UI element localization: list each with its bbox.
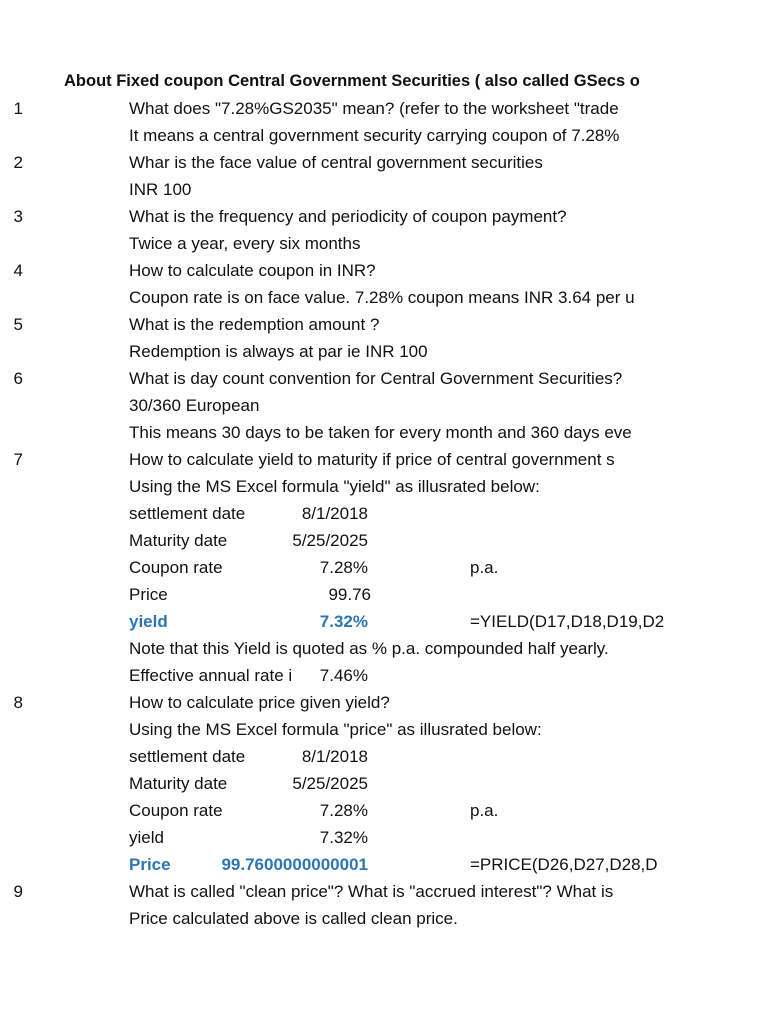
question-number: 4 xyxy=(13,261,23,280)
question-row-6 xyxy=(0,369,664,396)
price-yield-row xyxy=(0,828,664,855)
question-number: 2 xyxy=(13,153,23,172)
yield-note-row xyxy=(0,639,664,666)
effective-rate-label: Effective annual rate i xyxy=(129,666,293,685)
yield-result-row xyxy=(0,612,664,639)
intro-text: Using the MS Excel formula "price" as illusrated below: xyxy=(129,720,542,739)
yield-price-row xyxy=(0,585,664,612)
price-value: 99.76 xyxy=(328,585,371,604)
question-number: 8 xyxy=(13,693,23,712)
page-title: About Fixed coupon Central Government Securities ( also called GSecs o xyxy=(64,72,640,90)
coupon-label: Coupon rate xyxy=(129,801,223,820)
answer-text: Price calculated above is called clean price. xyxy=(129,909,458,928)
settlement-value: 8/1/2018 xyxy=(301,747,368,766)
answer-row-5 xyxy=(0,342,664,369)
question-text: How to calculate coupon in INR? xyxy=(129,261,376,280)
question-number: 7 xyxy=(13,450,23,469)
answer-text: Coupon rate is on face value. 7.28% coupon means INR 3.64 per u xyxy=(129,288,635,307)
yield-maturity-row xyxy=(0,531,664,558)
answer-row-6b xyxy=(0,423,664,450)
question-row-7 xyxy=(0,450,664,477)
price-label: Price xyxy=(129,585,168,604)
question-text: What is day count convention for Central Government Securities? xyxy=(129,369,623,388)
coupon-suffix: p.a. xyxy=(470,558,499,577)
yield-settlement-row xyxy=(0,504,664,531)
price-label: Price xyxy=(129,855,171,874)
effective-rate-row xyxy=(0,666,664,693)
settlement-label: settlement date xyxy=(129,504,246,523)
question-row-8 xyxy=(0,693,664,720)
coupon-suffix: p.a. xyxy=(470,801,499,820)
answer-text: It means a central government security carrying coupon of 7.28% xyxy=(129,126,620,145)
settlement-value: 8/1/2018 xyxy=(301,504,368,523)
question-number: 1 xyxy=(13,99,23,118)
answer-row-1 xyxy=(0,126,664,153)
answer-row-6 xyxy=(0,396,664,423)
question-text: What does "7.28%GS2035" mean? (refer to the worksheet "trade xyxy=(129,99,619,118)
note-text: Note that this Yield is quoted as % p.a. compounded half yearly. xyxy=(129,639,609,658)
question-number: 9 xyxy=(13,882,23,901)
question-text: What is called "clean price"? What is "accrued interest"? What is xyxy=(129,882,614,901)
coupon-value: 7.28% xyxy=(319,558,368,577)
question-text: How to calculate yield to maturity if price of central government s xyxy=(129,450,615,469)
coupon-value: 7.28% xyxy=(319,801,368,820)
question-row-2 xyxy=(0,153,664,180)
answer-row-4 xyxy=(0,288,664,315)
answer-row-9 xyxy=(0,909,664,936)
price-maturity-row xyxy=(0,774,664,801)
price-formula: =PRICE(D26,D27,D28,D xyxy=(470,855,658,874)
maturity-value: 5/25/2025 xyxy=(292,531,368,550)
price-result-row xyxy=(0,855,664,882)
answer-row-2 xyxy=(0,180,664,207)
price-value: 99.7600000000001 xyxy=(221,855,368,874)
answer-text: 30/360 European xyxy=(129,396,260,415)
maturity-value: 5/25/2025 xyxy=(292,774,368,793)
question-number: 3 xyxy=(13,207,23,226)
answer-row-3 xyxy=(0,234,664,261)
question-row-1 xyxy=(0,99,664,126)
yield-value: 7.32% xyxy=(319,612,368,631)
answer-text: This means 30 days to be taken for every month and 360 days eve xyxy=(129,423,632,442)
question-text: What is the redemption amount ? xyxy=(129,315,380,334)
question-row-3 xyxy=(0,207,664,234)
question-number: 6 xyxy=(13,369,23,388)
yield-coupon-row xyxy=(0,558,664,585)
price-intro-row xyxy=(0,720,664,747)
yield-intro-row xyxy=(0,477,664,504)
question-row-4 xyxy=(0,261,664,288)
question-text: Whar is the face value of central government securities xyxy=(129,153,543,172)
settlement-label: settlement date xyxy=(129,747,246,766)
price-coupon-row xyxy=(0,801,664,828)
coupon-label: Coupon rate xyxy=(129,558,223,577)
yield-label: yield xyxy=(129,612,168,631)
question-text: How to calculate price given yield? xyxy=(129,693,390,712)
price-settlement-row xyxy=(0,747,664,774)
question-row-5 xyxy=(0,315,664,342)
yield-value: 7.32% xyxy=(319,828,368,847)
yield-label: yield xyxy=(129,828,164,847)
maturity-label: Maturity date xyxy=(129,774,228,793)
answer-text: Redemption is always at par ie INR 100 xyxy=(129,342,428,361)
maturity-label: Maturity date xyxy=(129,531,228,550)
question-text: What is the frequency and periodicity of coupon payment? xyxy=(129,207,567,226)
answer-text: INR 100 xyxy=(129,180,192,199)
answer-text: Twice a year, every six months xyxy=(129,234,361,253)
question-row-9 xyxy=(0,882,664,909)
intro-text: Using the MS Excel formula "yield" as illusrated below: xyxy=(129,477,540,496)
effective-rate-value: 7.46% xyxy=(319,666,368,685)
yield-formula: =YIELD(D17,D18,D19,D2 xyxy=(470,612,664,631)
question-number: 5 xyxy=(13,315,23,334)
